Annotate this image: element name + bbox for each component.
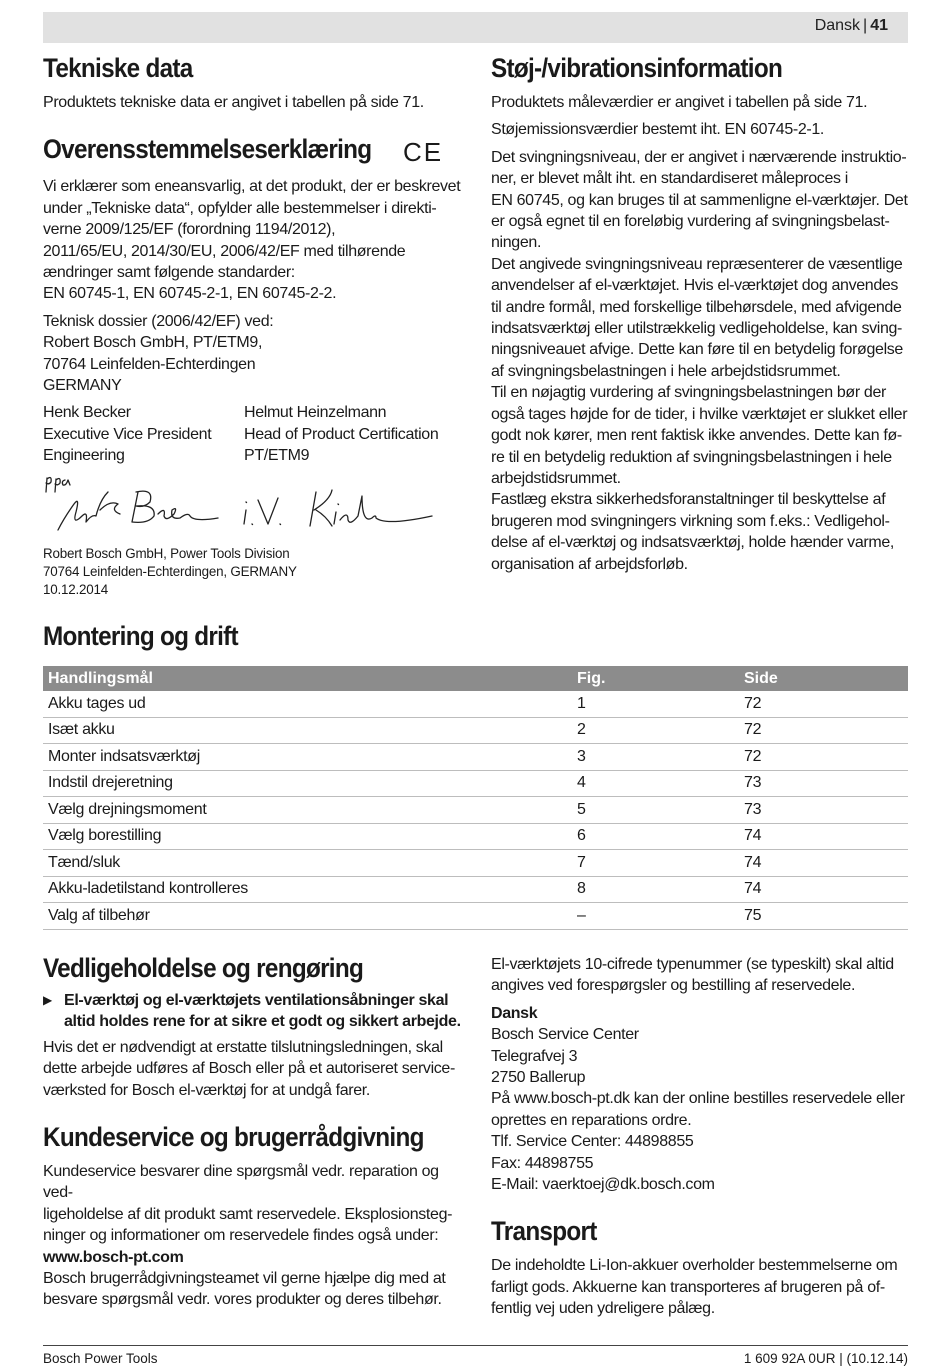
transport-text: fentlig vej uden ydreligere pålæg. <box>491 1300 715 1318</box>
footer-divider <box>43 1345 908 1346</box>
left-column-top <box>43 52 463 467</box>
cell-fig: 1 <box>572 691 739 717</box>
company-line: Robert Bosch GmbH, Power Tools Division <box>43 546 290 561</box>
kunde-text: Kundeservice besvarer dine spørgsmål vedr. reparation og ved- <box>43 1163 439 1202</box>
signers <box>43 402 463 466</box>
footer-brand: Bosch Power Tools <box>43 1351 158 1366</box>
address-line: 2750 Ballerup <box>491 1069 586 1087</box>
declaration-line: 2011/65/EU, 2014/30/EU, 2006/42/EF med tilhørende <box>43 242 406 260</box>
signer-title: Executive Vice President <box>43 425 212 443</box>
table-row <box>43 744 908 771</box>
cell-page: 74 <box>739 850 908 877</box>
declaration-line: EN 60745-1, EN 60745-2-1, EN 60745-2-2. <box>43 285 337 303</box>
page-number: 41 <box>870 17 888 34</box>
table-row <box>43 770 908 797</box>
bullet-text: El-værktøj og el-værktøjets ventilationsåbninger skal <box>64 992 449 1009</box>
stoj-text: Støjemissionsværdier bestemt iht. EN 60745-2-1. <box>491 121 825 139</box>
cell-page: 73 <box>739 797 908 824</box>
heading-montering: Montering og drift <box>43 621 238 651</box>
stoj-text: Det svingningsniveau, der er angivet i nærværende instruktio- <box>491 148 907 166</box>
company-line: 70764 Leinfelden-Echterdingen, GERMANY <box>43 563 297 579</box>
kunde-text: Bosch brugerrådgivningsteamet vil gerne hjælpe dig med at <box>43 1270 446 1288</box>
bosch-url-link[interactable]: www.bosch-pt.com <box>43 1248 184 1266</box>
table-row <box>43 717 908 744</box>
address-line: oprettes en reparations ordre. <box>491 1111 692 1129</box>
cell-fig: 4 <box>572 770 739 797</box>
stoj-text: indsatsværktøj eller utilstrækkelig vedligeholdelse, kan sving- <box>491 320 903 338</box>
service-email: E-Mail: vaerktoej@dk.bosch.com <box>491 1176 715 1194</box>
cell-fig: 3 <box>572 744 739 771</box>
right-column-top <box>491 52 911 575</box>
cell-fig: 2 <box>572 717 739 744</box>
cell-action: Indstil drejeretning <box>43 770 572 797</box>
vedlige-text: Hvis det er nødvendigt at erstatte tilslutningsledningen, skal <box>43 1038 443 1056</box>
stoj-text: godt nok kører, men rent faktisk ikke anvendes. Dette kan fø- <box>491 427 902 445</box>
cell-action: Valg af tilbehør <box>43 903 572 930</box>
right-column-bottom <box>491 954 911 1320</box>
dossier-line: Robert Bosch GmbH, PT/ETM9, <box>43 334 263 352</box>
cell-page: 74 <box>739 876 908 903</box>
dossier-line: Teknisk dossier (2006/42/EF) ved: <box>43 312 274 330</box>
transport-text: De indeholdte Li-Ion-akkuer overholder bestemmelserne om <box>491 1257 898 1275</box>
service-fax: Fax: 44898755 <box>491 1154 594 1172</box>
table-header-row <box>43 666 908 691</box>
company-block <box>43 545 463 598</box>
header-language: Dansk <box>814 17 861 34</box>
stoj-text: re til en betydelig reduktion af svingningsbelastningen i hele <box>491 448 892 466</box>
table-row <box>43 823 908 850</box>
stoj-text: anvendelser af el-værktøjet. Hvis el-værktøjet dog anvendes <box>491 277 899 295</box>
heading-tekniske-data: Tekniske data <box>43 53 193 83</box>
signer-heinzelmann <box>244 402 438 466</box>
heading-overensstemmelse: Overensstemmelseserklæring <box>43 134 372 165</box>
cell-action: Monter indsatsværktøj <box>43 744 572 771</box>
cell-action: Vælg drejningsmoment <box>43 797 572 824</box>
column-header: Handlingsmål <box>43 666 572 691</box>
cell-action: Tænd/sluk <box>43 850 572 877</box>
signer-becker <box>43 402 244 466</box>
signer-title: Head of Product Certification <box>244 425 439 443</box>
stoj-text: Til en nøjagtig vurdering af svingningsbelastningen bør der <box>491 384 886 402</box>
service-phone: Tlf. Service Center: 44898855 <box>491 1133 694 1151</box>
service-intro: angives ved forespørgsler og bestilling af reservedele. <box>491 977 856 995</box>
address-line: På www.bosch-pt.dk kan der online bestilles reservedele eller <box>491 1090 905 1108</box>
heading-vedligeholdelse: Vedligeholdelse og rengøring <box>43 953 364 983</box>
heading-kundeservice: Kundeservice og brugerrådgivning <box>43 1122 424 1153</box>
address-line: Telegrafvej 3 <box>491 1047 578 1065</box>
table-row <box>43 876 908 903</box>
table-row <box>43 691 908 717</box>
stoj-text: ningsniveauet afvige. Dette kan føre til en betydelig forøgelse <box>491 341 903 359</box>
cell-fig: – <box>572 903 739 930</box>
stoj-text: arbejdstidsrummet. <box>491 469 621 487</box>
dossier-line: 70764 Leinfelden-Echterdingen <box>43 355 256 373</box>
stoj-text: også tages højde for de tider, i hvilke værktøjet er slukket eller <box>491 405 908 423</box>
stoj-text: Produktets måleværdier er angivet i tabellen på side 71. <box>491 94 868 111</box>
signer-name: Henk Becker <box>43 404 131 422</box>
stoj-text: organisation af arbejdsforløb. <box>491 555 688 573</box>
stoj-text: til andre formål, med forskellige tilbehørsdele, med afvigende <box>491 298 902 316</box>
declaration-line: verne 2009/125/EF (forordning 1194/2012), <box>43 221 336 239</box>
table-row <box>43 797 908 824</box>
vedlige-text: værksted for Bosch el-værktøj for at undgå farer. <box>43 1081 370 1099</box>
signer-dept: PT/ETM9 <box>244 447 310 465</box>
stoj-text: af svingningsbelastningen i hele arbejdstidsrummet. <box>491 362 841 380</box>
ce-mark-icon: CE <box>403 137 444 167</box>
stoj-text: ningen. <box>491 234 542 252</box>
kunde-text: ninger og informationer om reservedele findes også under: <box>43 1227 439 1245</box>
handwritten-signatures-icon <box>40 470 440 542</box>
cell-fig: 7 <box>572 850 739 877</box>
cell-fig: 5 <box>572 797 739 824</box>
vedlige-text: dette arbejde udføres af Bosch eller på et autoriseret service- <box>43 1060 455 1078</box>
heading-transport: Transport <box>491 1216 597 1247</box>
transport-text: farligt gods. Akkuerne kan transporteres af brugeren på of- <box>491 1278 885 1296</box>
montering-table <box>43 666 908 930</box>
table-row <box>43 850 908 877</box>
header-label: Dansk | 41 <box>814 17 888 34</box>
stoj-text: brugeren mod svingningers virkning som f.eks.: Vedligehol- <box>491 512 890 530</box>
footer-doc-number: 1 609 92A 0UR | (10.12.14) <box>743 1351 908 1366</box>
warning-bullet <box>43 990 463 1033</box>
tekniske-text: Produktets tekniske data er angivet i tabellen på side 71. <box>43 94 424 111</box>
bullet-text: altid holdes rene for at sikre et godt og sikkert arbejde. <box>64 1013 461 1031</box>
signer-dept: Engineering <box>43 447 125 465</box>
left-column-bottom <box>43 952 463 1311</box>
declaration-line: under „Tekniske data“, opfylder alle bestemmelser i direkti- <box>43 199 437 217</box>
company-date: 10.12.2014 <box>43 581 109 597</box>
declaration-line: ændringer samt følgende standarder: <box>43 264 295 282</box>
kunde-text: ligeholdelse af dit produkt samt reservedele. Eksplosionsteg- <box>43 1205 453 1223</box>
stoj-text: EN 60745, og kan bruges til at sammenligne el-værktøjer. Det <box>491 191 908 209</box>
cell-page: 72 <box>739 717 908 744</box>
cell-page: 74 <box>739 823 908 850</box>
column-header: Fig. <box>572 666 739 691</box>
stoj-text: er også egnet til en foreløbig vurdering af svingningsbelast- <box>491 213 890 231</box>
cell-page: 72 <box>739 691 908 717</box>
cell-action: Vælg borestilling <box>43 823 572 850</box>
cell-page: 72 <box>739 744 908 771</box>
service-intro: El-værktøjets 10-cifrede typenummer (se typeskilt) skal altid <box>491 956 894 973</box>
stoj-text: ner, er blevet målt iht. en standardiseret måleproces i <box>491 170 848 188</box>
declaration-line: Vi erklærer som eneansvarlig, at det produkt, der er beskrevet <box>43 178 461 196</box>
table-row <box>43 903 908 930</box>
cell-action: Akku-ladetilstand kontrolleres <box>43 876 572 903</box>
dossier-line: GERMANY <box>43 377 122 395</box>
cell-action: Akku tages ud <box>43 691 572 717</box>
heading-stoj-vibration: Støj-/vibrationsinformation <box>491 53 783 83</box>
bullet-triangle-icon: ▶ <box>43 993 53 1007</box>
column-header: Side <box>739 666 908 691</box>
signer-name: Helmut Heinzelmann <box>244 404 387 422</box>
montering-section <box>43 620 463 652</box>
cell-fig: 6 <box>572 823 739 850</box>
cell-page: 73 <box>739 770 908 797</box>
cell-fig: 8 <box>572 876 739 903</box>
stoj-text: delse af el-værktøj og indsatsværktøj, holde hænder varme, <box>491 534 894 552</box>
cell-action: Isæt akku <box>43 717 572 744</box>
stoj-text: Det angivede svingningsniveau repræsenterer de væsentlige <box>491 255 903 273</box>
cell-page: 75 <box>739 903 908 930</box>
page-header <box>43 12 908 43</box>
stoj-text: Fastlæg ekstra sikkerhedsforanstaltninger til beskyttelse af <box>491 491 886 509</box>
kunde-text: besvare spørgsmål vedr. vores produkter og deres tilbehør. <box>43 1291 442 1309</box>
address-line: Bosch Service Center <box>491 1026 639 1044</box>
service-country: Dansk <box>491 1004 538 1022</box>
